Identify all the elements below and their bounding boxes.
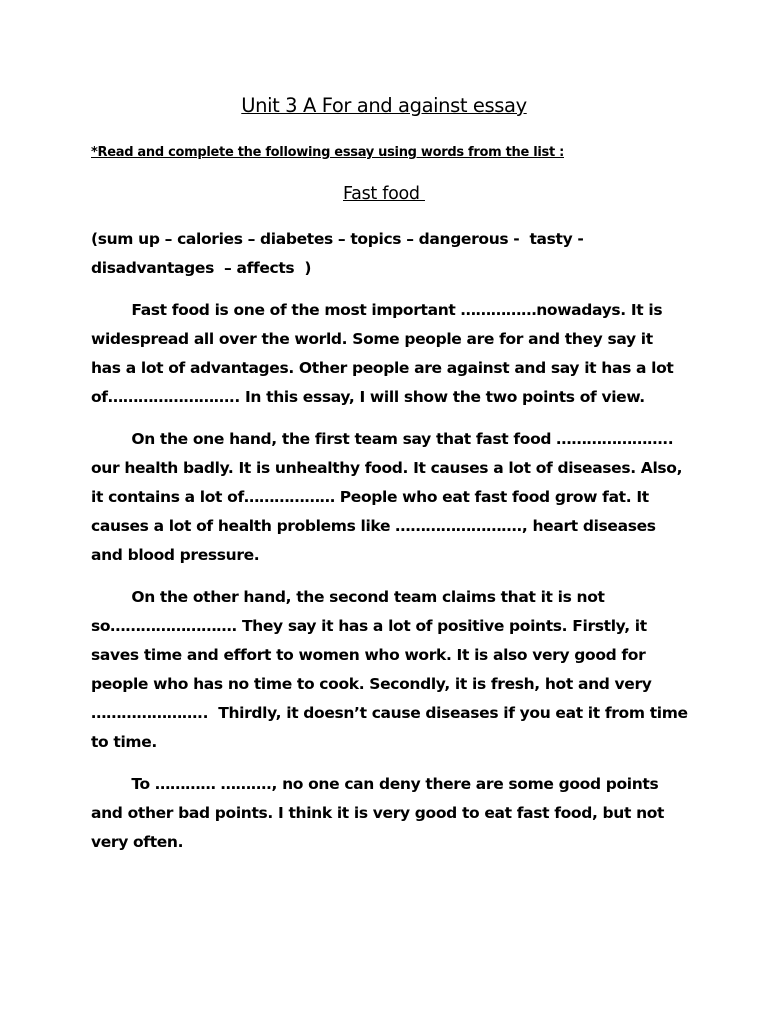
paragraph-line: saves time and effort to women who work. It is also very good for: [91, 646, 646, 664]
paragraph-line: of…………………….. In this essay, I will show the two points of view.: [91, 388, 645, 406]
paragraph-for: [91, 583, 688, 757]
paragraph-line: people who has no time to cook. Secondly, it is fresh, hot and very: [91, 675, 652, 693]
document-title: Unit 3 A For and against essay: [241, 94, 527, 117]
paragraph-line: Fast food is one of the most important ……………nowadays. It is: [91, 301, 663, 319]
paragraph-line: very often.: [91, 833, 184, 851]
paragraph-line: and blood pressure.: [91, 546, 260, 564]
paragraph-line: it contains a lot of……………… People who eat fast food grow fat. It: [91, 488, 649, 506]
paragraph-line: our health badly. It is unhealthy food. It causes a lot of diseases. Also,: [91, 459, 683, 477]
paragraph-line: ………………….. Thirdly, it doesn’t cause diseases if you eat it from time: [91, 704, 688, 722]
paragraph-line: causes a lot of health problems like ……………………., heart diseases: [91, 517, 656, 535]
paragraph-line: To ………… ………., no one can deny there are some good points: [91, 775, 659, 793]
paragraph-line: to time.: [91, 733, 157, 751]
word-list-line: disadvantages – affects ): [91, 259, 312, 277]
paragraph-against: [91, 425, 681, 570]
paragraph-line: so……………………. They say it has a lot of positive points. Firstly, it: [91, 617, 647, 635]
instruction-text: *Read and complete the following essay using words from the list :: [91, 145, 564, 160]
paragraph-line: On the one hand, the first team say that fast food …………………..: [91, 430, 674, 448]
paragraph-line: has a lot of advantages. Other people are against and say it has a lot: [91, 359, 674, 377]
paragraph-line: widespread all over the world. Some people are for and they say it: [91, 330, 653, 348]
paragraph-conclusion: [91, 770, 681, 857]
paragraph-line: On the other hand, the second team claims that it is not: [91, 588, 605, 606]
word-list: [91, 225, 681, 283]
paragraph-introduction: [91, 296, 681, 412]
word-list-line: (sum up – calories – diabetes – topics – dangerous - tasty -: [91, 230, 584, 248]
essay-subtitle: Fast food: [343, 184, 425, 204]
paragraph-line: and other bad points. I think it is very good to eat fast food, but not: [91, 804, 665, 822]
